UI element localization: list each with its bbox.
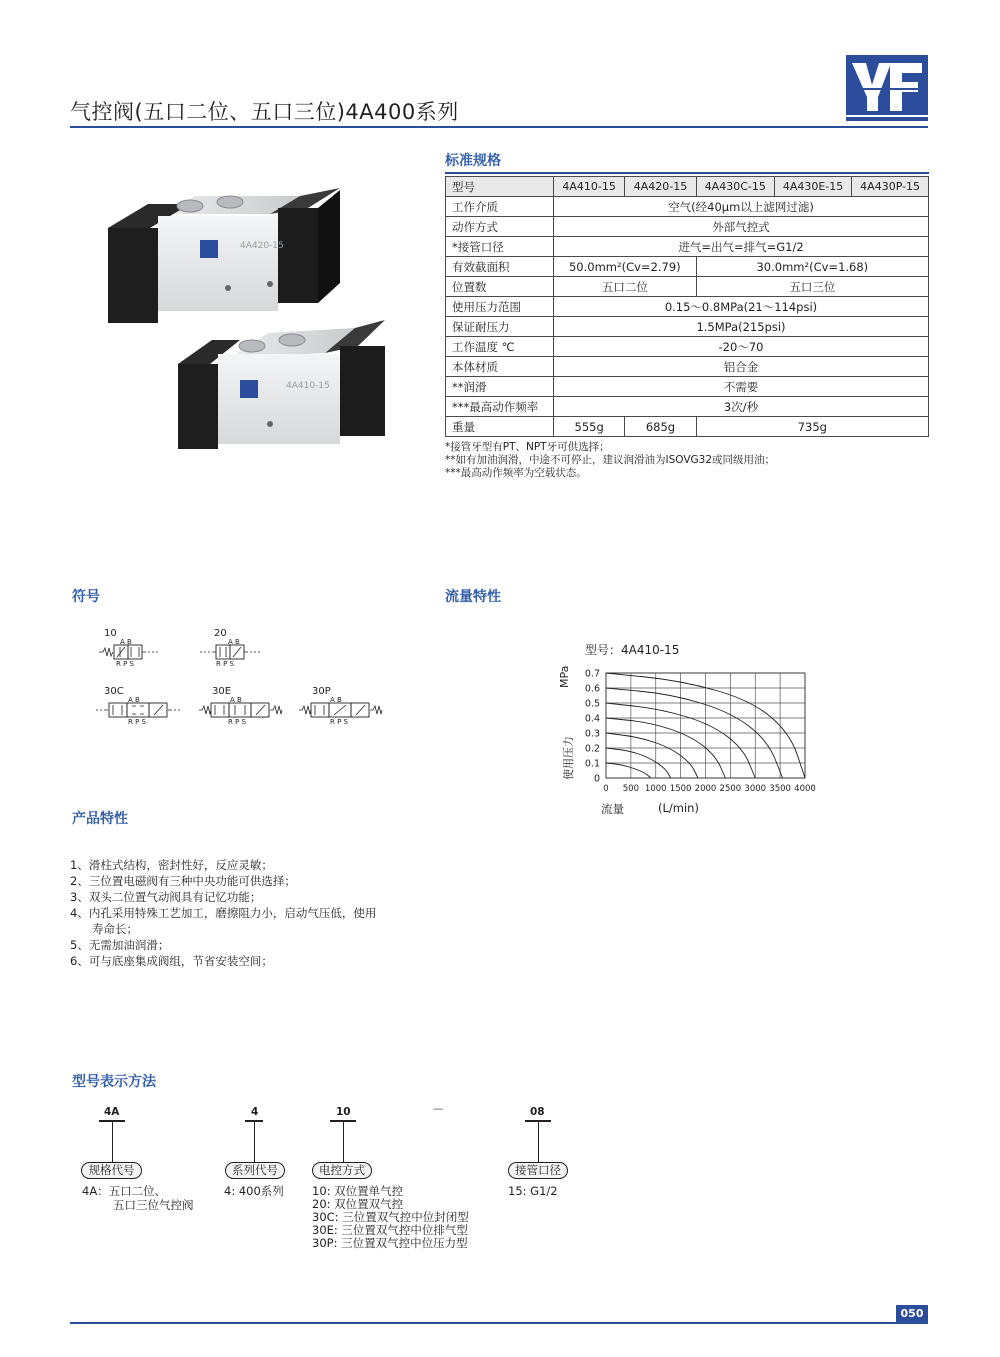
code-series: 4 — [251, 1106, 259, 1118]
model-cell: 4A430E-15 — [774, 177, 851, 197]
symbols-heading: 符号 — [72, 589, 100, 605]
spec-heading-rule — [445, 172, 929, 174]
code-connector — [112, 1122, 113, 1162]
chart-title: 型号：4A410-15 — [585, 643, 680, 657]
page-title: 气控阀(五口二位、五口三位)4A400系列 — [70, 100, 459, 124]
valve-symbol-30e — [198, 702, 284, 718]
x-axis-label: 流量 — [601, 802, 624, 816]
control-desc: 30E: 三位置双气控中位排气型 — [312, 1223, 468, 1237]
spec-note: **如有加油润滑，中途不可停止，建议润滑油为ISOVG32或同级用油； — [445, 454, 776, 466]
y-tick-label: 0.4 — [584, 713, 600, 725]
y-tick-label: 0.1 — [584, 758, 600, 770]
spec-label: 型号 — [446, 177, 554, 197]
symbol-ports-bottom: R P S — [128, 718, 146, 726]
valve-symbol-30p — [298, 702, 384, 718]
spec-value: 3次/秒 — [554, 397, 929, 417]
spec-value: 685g — [625, 417, 696, 437]
spec-value: 50.0mm²(Cv=2.79) — [554, 257, 697, 277]
code-port: 08 — [530, 1106, 545, 1118]
valve-top — [108, 188, 340, 323]
port-desc: 15: G1/2 — [508, 1184, 558, 1198]
spec-label: 位置数 — [446, 277, 554, 297]
y-axis-unit: MPa — [558, 665, 571, 688]
spec-value: 735g — [696, 417, 928, 437]
valve-bottom-model: 4A410-15 — [286, 381, 330, 391]
spec-note: *接管牙型有PT、NPT牙可供选择； — [445, 441, 610, 453]
spec-label: **润滑 — [446, 377, 554, 397]
spec-value: 五口三位 — [696, 277, 928, 297]
feature-item: 寿命长； — [92, 922, 138, 936]
spec-label: *接管口径 — [446, 237, 554, 257]
spec-label: 有效截面积 — [446, 257, 554, 277]
x-tick-label: 3500 — [769, 784, 791, 794]
spec-label: 工作介质 — [446, 197, 554, 217]
symbol-ports-top: A B — [120, 638, 132, 646]
model-cell: 4A430C-15 — [696, 177, 774, 197]
valve-symbol-10 — [98, 644, 158, 660]
spec-row — [446, 237, 929, 257]
x-tick-label: 1000 — [644, 784, 667, 794]
spec-value: 0.15～0.8MPa(21～114psi) — [554, 297, 929, 317]
spec-row — [446, 357, 929, 377]
symbol-ports-bottom: R P S — [228, 718, 246, 726]
spec-label: 重量 — [446, 417, 554, 437]
spec-heading: 标准规格 — [445, 153, 501, 169]
symbol-code: 30P — [312, 686, 331, 697]
y-tick-label: 0.3 — [584, 728, 600, 740]
y-axis-label: 使用压力 — [562, 736, 575, 780]
features-list — [70, 857, 376, 969]
feature-item: 2、三位置电磁阀有三种中央功能可供选择； — [70, 874, 296, 888]
title-rule — [70, 126, 928, 128]
pill-port: 接管口径 — [508, 1162, 568, 1179]
spec-row — [446, 197, 929, 217]
pill-series: 系列代号 — [225, 1162, 285, 1179]
spec-row — [446, 297, 929, 317]
feature-item: 5、无需加油润滑； — [70, 938, 170, 952]
valve-symbol-20 — [200, 644, 262, 660]
pill-spec: 规格代号 — [81, 1162, 142, 1179]
spec-label: 本体材质 — [446, 357, 554, 377]
symbol-code: 20 — [214, 628, 227, 639]
spec-value: 不需要 — [554, 377, 929, 397]
feature-item: 1、滑柱式结构，密封性好，反应灵敏； — [70, 858, 273, 872]
pill-control: 电控方式 — [312, 1162, 372, 1179]
valve-top-model: 4A420-15 — [240, 241, 284, 251]
spec-notes — [445, 441, 775, 480]
x-axis-unit: (L/min) — [658, 801, 699, 815]
spec-row — [446, 257, 929, 277]
yf-logo — [846, 55, 928, 121]
y-tick-label: 0.2 — [584, 743, 600, 755]
x-tick-label: 1500 — [669, 784, 692, 794]
x-tick-label: 0 — [603, 784, 609, 794]
y-tick-label: 0.5 — [584, 698, 600, 710]
x-tick-label: 4000 — [794, 784, 816, 794]
control-desc: 10: 双位置单气控 — [312, 1184, 404, 1198]
series-desc: 4: 400系列 — [224, 1184, 284, 1198]
symbol-ports-bottom: R P S — [216, 660, 234, 668]
spec-value: -20～70 — [554, 337, 929, 357]
flow-heading: 流量特性 — [445, 589, 501, 605]
valve-symbol-30c — [96, 702, 182, 718]
control-desc: 30C: 三位置双气控中位封闭型 — [312, 1210, 469, 1224]
spec-value: 进气=出气=排气=G1/2 — [554, 237, 929, 257]
spec-label: 保证耐压力 — [446, 317, 554, 337]
code-dash: — — [433, 1103, 444, 1115]
y-tick-label: 0.6 — [584, 683, 600, 695]
page-number: 050 — [896, 1305, 928, 1322]
y-tick-label: 0.7 — [584, 668, 600, 680]
code-control: 10 — [336, 1106, 351, 1118]
symbol-code: 10 — [104, 628, 117, 639]
x-tick-label: 3000 — [744, 784, 767, 794]
model-cell: 4A410-15 — [554, 177, 625, 197]
feature-item: 4、内孔采用特殊工艺加工，磨擦阻力小，启动气压低，使用 — [70, 906, 377, 920]
spec-value: 铝合金 — [554, 357, 929, 377]
symbol-code: 30C — [104, 686, 124, 697]
spec-row — [446, 417, 929, 437]
spec-value: 30.0mm²(Cv=1.68) — [696, 257, 928, 277]
spec-row — [446, 217, 929, 237]
spec-value: 外部气控式 — [554, 217, 929, 237]
model-code-heading: 型号表示方法 — [72, 1074, 156, 1090]
spec-row — [446, 317, 929, 337]
code-spec: 4A — [104, 1106, 120, 1118]
spec-table — [445, 176, 929, 437]
symbol-ports-bottom: R P S — [330, 718, 348, 726]
y-tick-label: 0 — [593, 773, 600, 785]
symbol-code: 30E — [212, 686, 232, 697]
code-connector — [254, 1122, 255, 1162]
code-connector — [538, 1122, 539, 1162]
spec-row — [446, 337, 929, 357]
spec-desc: 4A：五口二位、 — [82, 1184, 167, 1198]
spec-note: ***最高动作频率为空载状态。 — [445, 467, 587, 479]
spec-value: 1.5MPa(215psi) — [554, 317, 929, 337]
spec-label: 工作温度 ℃ — [446, 337, 554, 357]
code-connector — [343, 1122, 344, 1162]
footer-rule — [70, 1322, 928, 1324]
control-desc: 30P: 三位置双气控中位压力型 — [312, 1236, 468, 1250]
x-tick-label: 2500 — [719, 784, 742, 794]
spec-value: 空气(经40μm以上滤网过滤) — [554, 197, 929, 217]
spec-value: 五口二位 — [554, 277, 697, 297]
flow-curve — [606, 763, 651, 778]
flow-curve — [606, 733, 698, 778]
spec-label: ***最高动作频率 — [446, 397, 554, 417]
spec-row — [446, 397, 929, 417]
product-photo — [100, 178, 430, 463]
x-tick-label: 2000 — [694, 784, 717, 794]
spec-row-model — [446, 177, 929, 197]
symbol-ports-bottom: R P S — [116, 660, 134, 668]
spec-row — [446, 277, 929, 297]
symbol-ports-top: A B — [128, 696, 140, 704]
spec-label: 使用压力范围 — [446, 297, 554, 317]
symbol-ports-top: A B — [330, 696, 342, 704]
x-tick-label: 500 — [622, 784, 639, 794]
features-heading: 产品特性 — [72, 811, 128, 827]
symbol-ports-top: A B — [228, 638, 240, 646]
spec-row — [446, 377, 929, 397]
spec-desc: 五口三位气控阀 — [113, 1198, 194, 1212]
symbol-ports-top: A B — [230, 696, 242, 704]
valve-bottom — [178, 320, 385, 449]
flow-chart — [556, 655, 836, 820]
feature-item: 6、可与底座集成阀组，节省安装空间； — [70, 954, 273, 968]
spec-value: 555g — [554, 417, 625, 437]
model-cell: 4A420-15 — [625, 177, 696, 197]
control-desc: 20: 双位置双气控 — [312, 1197, 404, 1211]
spec-label: 动作方式 — [446, 217, 554, 237]
feature-item: 3、双头二位置气动阀具有记忆功能； — [70, 890, 262, 904]
model-cell: 4A430P-15 — [852, 177, 929, 197]
